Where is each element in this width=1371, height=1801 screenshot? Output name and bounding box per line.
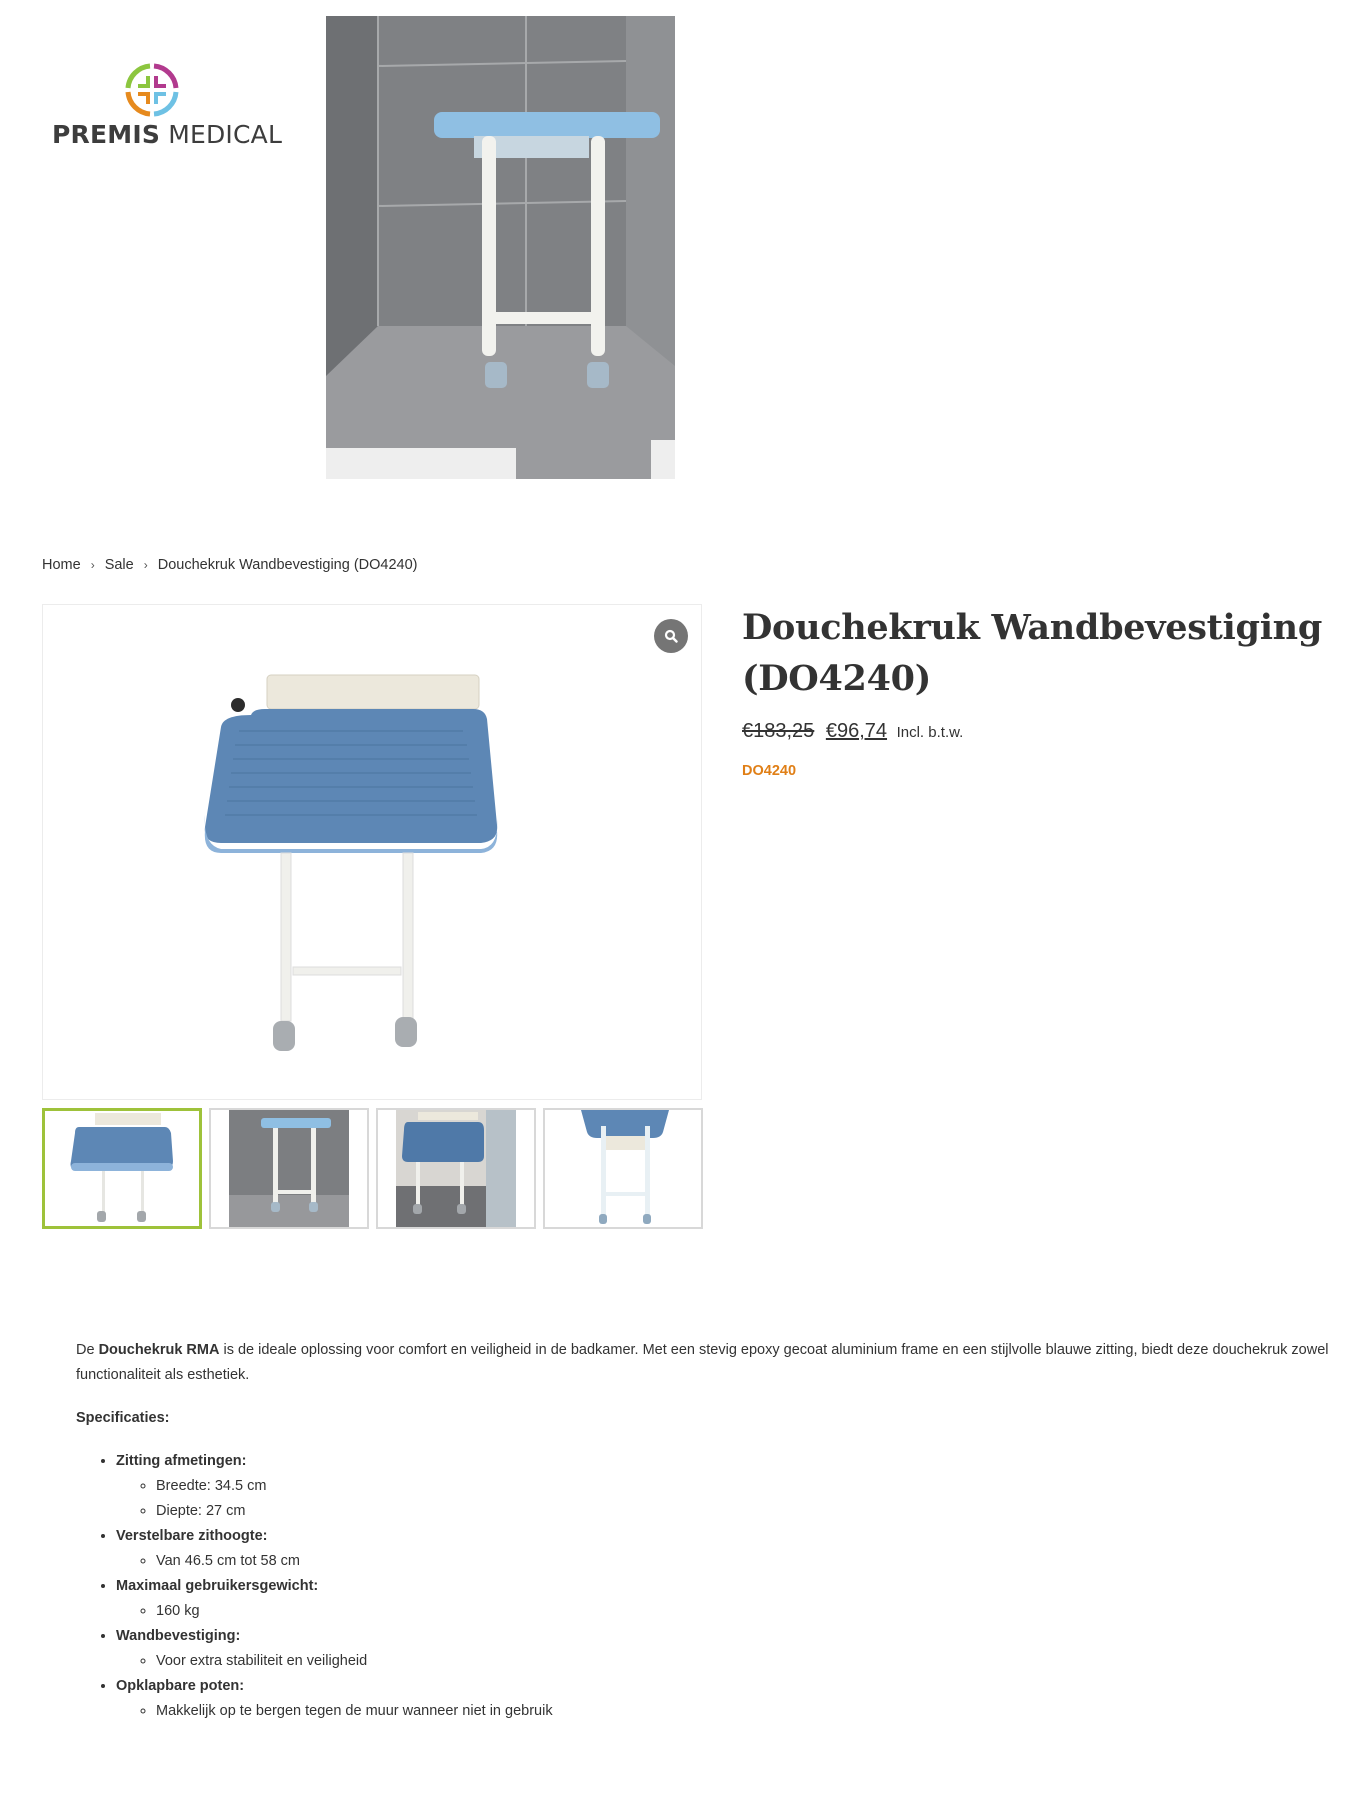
gallery-main-image[interactable] bbox=[42, 604, 702, 1100]
shower-stool-photo-icon bbox=[326, 16, 675, 479]
thumb-front-view-icon bbox=[45, 1111, 199, 1226]
product-price bbox=[742, 720, 963, 743]
product-description bbox=[76, 1338, 1346, 1724]
spec-item: • Zitting afmetingen: ◦ Breedte: 34.5 cm ◦ Diepte: 27 cm bbox=[116, 1449, 1346, 1524]
thumbnail-2[interactable] bbox=[209, 1108, 369, 1229]
spec-value: ◦ Diepte: 27 cm bbox=[156, 1499, 1346, 1524]
spec-item: • Opklapbare poten: ◦ Makkelijk op te bergen tegen de muur wanneer niet in gebruik bbox=[116, 1674, 1346, 1724]
gallery-thumbnails bbox=[42, 1108, 704, 1230]
chevron-right-icon: › bbox=[90, 558, 95, 572]
logo-cross-icon bbox=[124, 62, 180, 118]
product-sku: DO4240 bbox=[742, 763, 797, 779]
spec-item: • Maximaal gebruikersgewicht: ◦ 160 kg bbox=[116, 1574, 1346, 1624]
thumbnail-1[interactable] bbox=[42, 1108, 202, 1229]
product-model-name: Douchekruk RMA bbox=[98, 1342, 220, 1358]
spec-item: • Wandbevestiging: ◦ Voor extra stabiliteit en veiligheid bbox=[116, 1624, 1346, 1674]
shower-stool-image-icon bbox=[43, 605, 702, 1100]
breadcrumb-current: Douchekruk Wandbevestiging (DO4240) bbox=[157, 557, 418, 573]
zoom-image-button[interactable] bbox=[654, 619, 688, 653]
chevron-right-icon: › bbox=[143, 558, 148, 572]
price-original: €183,25 bbox=[742, 720, 815, 742]
spec-value: ◦ Breedte: 34.5 cm bbox=[156, 1474, 1346, 1499]
spec-value: ◦ 160 kg bbox=[156, 1599, 1346, 1624]
breadcrumb-sale[interactable]: Sale bbox=[104, 557, 134, 573]
hero-product-photo bbox=[326, 16, 675, 479]
spec-value: ◦ Voor extra stabiliteit en veiligheid bbox=[156, 1649, 1346, 1674]
spec-value: ◦ Makkelijk op te bergen tegen de muur wanneer niet in gebruik bbox=[156, 1699, 1346, 1724]
spec-heading: Specificaties: bbox=[76, 1410, 170, 1426]
thumbnail-3[interactable] bbox=[376, 1108, 536, 1229]
brand-logo[interactable] bbox=[52, 58, 283, 149]
brand-name: PREMIS MEDICAL bbox=[52, 120, 283, 149]
breadcrumb bbox=[42, 557, 418, 573]
breadcrumb-home[interactable]: Home bbox=[42, 557, 81, 573]
magnifier-icon bbox=[664, 629, 678, 643]
spec-value: ◦ Van 46.5 cm tot 58 cm bbox=[156, 1549, 1346, 1574]
price-sale: €96,74 bbox=[825, 720, 888, 742]
thumb-wall-mounted-icon bbox=[378, 1110, 534, 1227]
spec-item: • Verstelbare zithoogte: ◦ Van 46.5 cm tot 58 cm bbox=[116, 1524, 1346, 1574]
thumb-back-view-icon bbox=[545, 1110, 701, 1227]
price-suffix: Incl. b.t.w. bbox=[896, 724, 964, 741]
product-title: Douchekruk Wandbevestiging (DO4240) bbox=[742, 607, 1323, 699]
description-intro: De Douchekruk RMA is de ideale oplossing voor comfort en veiligheid in de badkamer. Met een stevig epoxy gecoat aluminium frame en een stijlvolle blauwe zitting, biedt deze douchekruk zowel functionaliteit als esthetiek. bbox=[76, 1342, 1329, 1383]
spec-list bbox=[76, 1449, 1346, 1724]
thumbnail-4[interactable] bbox=[543, 1108, 703, 1229]
thumb-side-view-icon bbox=[211, 1110, 367, 1227]
